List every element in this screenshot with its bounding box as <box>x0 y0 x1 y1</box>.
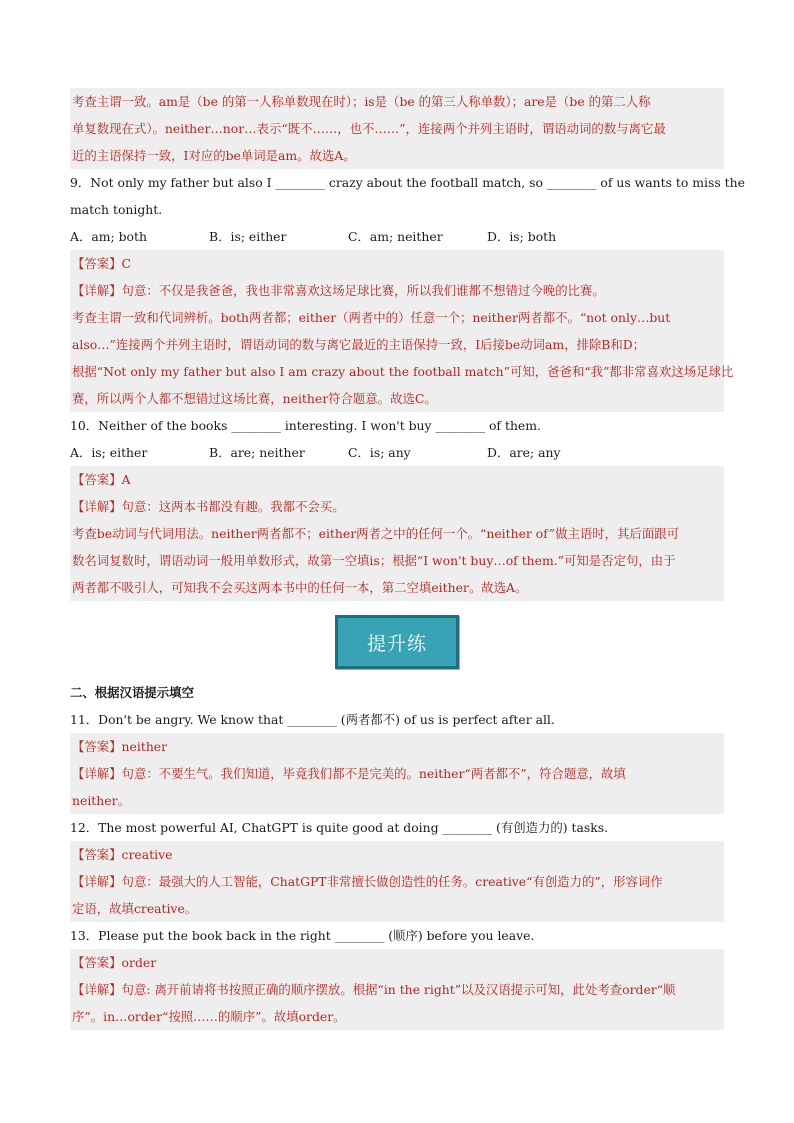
explanation-line: 近的主语保持一致，I对应的be单词是am。故选A。 <box>72 148 356 163</box>
q13-answer: 【答案】order <box>72 955 157 970</box>
q12-stem: 12．The most powerful AI, ChatGPT is quite good at doing ________ (有创造力的) tasks. <box>70 820 609 835</box>
q11-answer-block <box>70 733 724 814</box>
q9-detail-line: 根据“Not only my father but also I am crazy about the football match”可知，爸爸和“我”都非常喜欢这场足球比 <box>72 364 734 379</box>
q12-answer: 【答案】creative <box>72 847 173 862</box>
q8-explanation-block <box>70 88 724 169</box>
q10-detail-line: 两者都不吸引人，可知我不会买这两本书中的任何一本，第二空填either。故选A。 <box>72 580 528 595</box>
question-10 <box>70 412 724 601</box>
q10-detail-line: 考查be动词与代词用法。neither两者都不；either两者之中的任何一个。“neither of”做主语时，其后面跟可 <box>72 526 679 541</box>
question-13 <box>70 922 724 1030</box>
q9-options <box>70 223 724 250</box>
q10-answer: 【答案】A <box>72 472 131 487</box>
question-11 <box>70 706 724 814</box>
q13-stem: 13．Please put the book back in the right ________ (顺序) before you leave. <box>70 928 535 943</box>
q11-detail-line: neither。 <box>72 793 130 808</box>
worksheet-page <box>70 88 745 1030</box>
q10-answer-block <box>70 466 724 601</box>
section-banner: 提升练 <box>335 615 459 669</box>
q9-detail-line: also…”连接两个并列主语时，谓语动词的数与离它最近的主语保持一致，I后接be动词am，排除B和D； <box>72 337 646 352</box>
q9-detail-line: 考查主谓一致和代词辨析。both两者都；either（两者中的）任意一个；neither两者都不。“not only…but <box>72 310 671 325</box>
q10-option-a: A．is; either <box>70 445 148 460</box>
explanation-line: 单复数现在式）。neither…nor…表示“既不……，也不……”，连接两个并列主语时，谓语动词的数与离它最 <box>72 121 666 136</box>
q10-option-b: B．are; neither <box>209 445 305 460</box>
explanation-line: 考查主谓一致。am是（be 的第一人称单数现在时）；is是（be 的第三人称单数）；are是（be 的第二人称 <box>72 94 651 109</box>
q10-stem-line: 10．Neither of the books ________ interesting. I won't buy ________ of them. <box>70 418 541 433</box>
q10-options <box>70 439 724 466</box>
q13-answer-block <box>70 949 724 1030</box>
q12-detail-line: 定语，故填creative。 <box>72 901 198 916</box>
q9-option-a: A．am; both <box>70 229 147 244</box>
q9-answer: 【答案】C <box>72 256 132 271</box>
q9-detail-line: 【详解】句意：不仅是我爸爸，我也非常喜欢这场足球比赛，所以我们谁都不想错过今晚的比赛。 <box>72 283 605 298</box>
question-12 <box>70 814 724 922</box>
q12-detail-line: 【详解】句意：最强大的人工智能，ChatGPT非常擅长做创造性的任务。creative“有创造力的”，形容词作 <box>72 874 663 889</box>
q9-option-c: C．am; neither <box>348 229 443 244</box>
q9-option-d: D．is; both <box>487 229 557 244</box>
q10-detail-line: 数名词复数时，谓语动词一般用单数形式，故第一空填is；根据“I won't buy…of them.”可知是否定句，由于 <box>72 553 676 568</box>
q11-stem: 11．Don't be angry. We know that ________ (两者都不) of us is perfect after all. <box>70 712 555 727</box>
section-2-title: 二、根据汉语提示填空 <box>70 685 194 700</box>
q9-option-b: B．is; either <box>209 229 287 244</box>
q12-answer-block <box>70 841 724 922</box>
q10-option-d: D．are; any <box>487 445 561 460</box>
q10-detail-line: 【详解】句意：这两本书都没有趣。我都不会买。 <box>72 499 345 514</box>
q13-detail-line: 【详解】句意: 离开前请将书按照正确的顺序摆放。根据“in the right”以及汉语提示可知，此处考查order“顺 <box>72 982 676 997</box>
q9-stem-line: 9．Not only my father but also I ________ crazy about the football match, so ________ of us wants to miss the <box>70 175 745 190</box>
q9-answer-block <box>70 250 734 412</box>
q13-detail-line: 序”。in…order“按照……的顺序”。故填order。 <box>72 1009 346 1024</box>
question-9 <box>70 169 745 412</box>
q9-detail-line: 赛，所以两个人都不想错过这场比赛，neither符合题意。故选C。 <box>72 391 437 406</box>
q9-stem-line: match tonight. <box>70 202 163 217</box>
q10-option-c: C．is; any <box>348 445 411 460</box>
q11-detail-line: 【详解】句意：不要生气。我们知道，毕竟我们都不是完美的。neither“两者都不”，符合题意，故填 <box>72 766 626 781</box>
section-banner-wrap <box>70 615 724 669</box>
q11-answer: 【答案】neither <box>72 739 168 754</box>
